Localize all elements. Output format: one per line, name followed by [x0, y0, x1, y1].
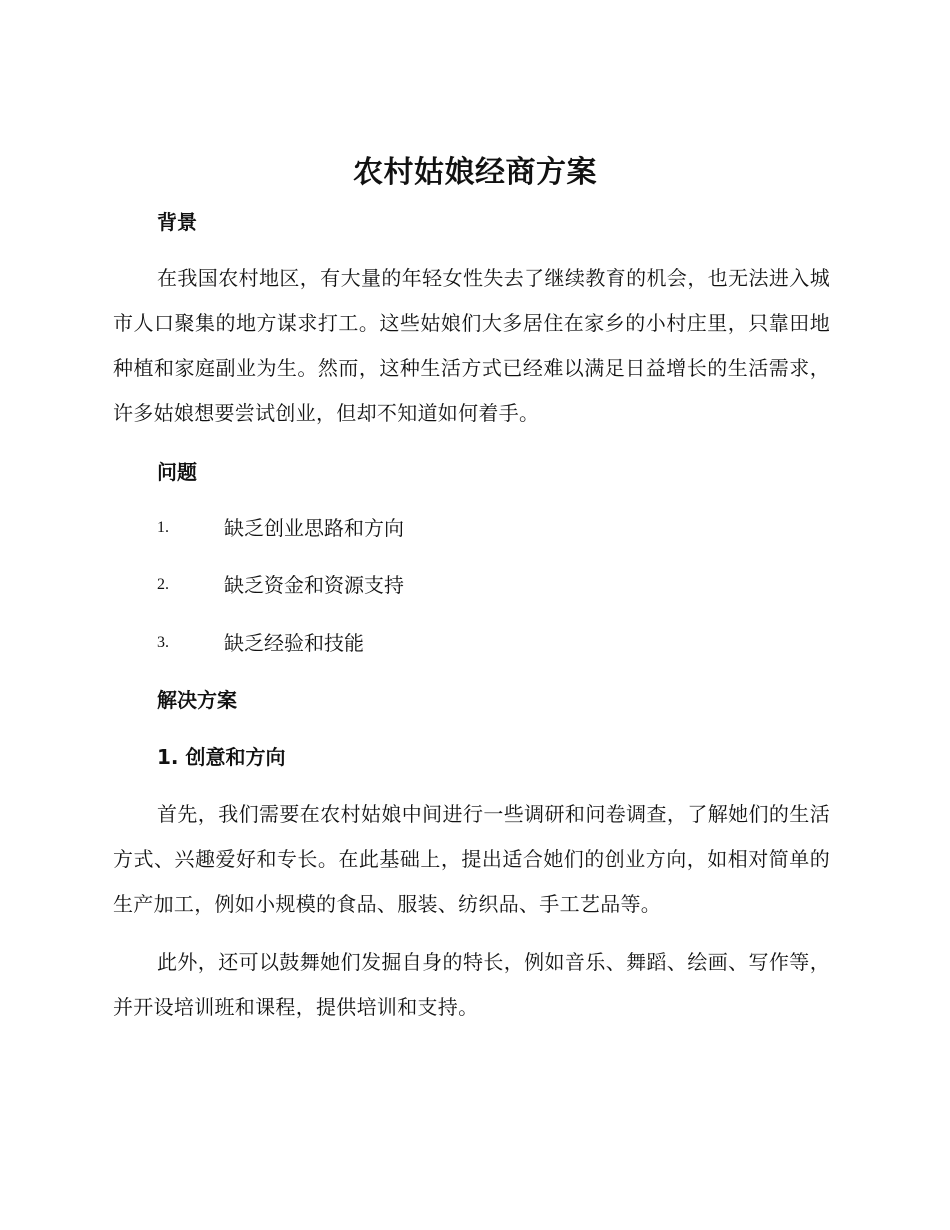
subsection-heading-ideas: 1. 创意和方向: [157, 745, 286, 769]
section-heading-problems: 问题: [157, 460, 197, 484]
problem-list-item: [157, 513, 807, 543]
list-text: 缺乏资金和资源支持: [224, 573, 404, 597]
solution-paragraph-2: 此外，还可以鼓舞她们发掘自身的特长，例如音乐、舞蹈、绘画、写作等，并开设培训班和课程，提供培训和支持。: [113, 950, 830, 1019]
document-title: 农村姑娘经商方案: [353, 155, 597, 190]
list-number: 3.: [157, 634, 169, 651]
list-text: 缺乏创业思路和方向: [224, 516, 404, 540]
section-heading-solutions: 解决方案: [157, 688, 237, 712]
section-heading-background: 背景: [157, 210, 197, 234]
background-paragraph: 在我国农村地区，有大量的年轻女性失去了继续教育的机会，也无法进入城市人口聚集的地方谋求打工。这些姑娘们大多居住在家乡的小村庄里，只靠田地种植和家庭副业为生。然而，这种生活方式已经难以满足日益增长的生活需求，许多姑娘想要尝试创业，但却不知道如何着手。: [113, 266, 830, 425]
list-number: 2.: [157, 576, 169, 593]
list-text: 缺乏经验和技能: [224, 631, 364, 655]
solution-paragraph-1: 首先，我们需要在农村姑娘中间进行一些调研和问卷调查，了解她们的生活方式、兴趣爱好和专长。在此基础上，提出适合她们的创业方向，如相对简单的生产加工，例如小规模的食品、服装、纺织品、手工艺品等。: [113, 802, 830, 916]
problem-list-item: [157, 570, 807, 600]
list-number: 1.: [157, 519, 169, 536]
problem-list-item: [157, 628, 807, 658]
